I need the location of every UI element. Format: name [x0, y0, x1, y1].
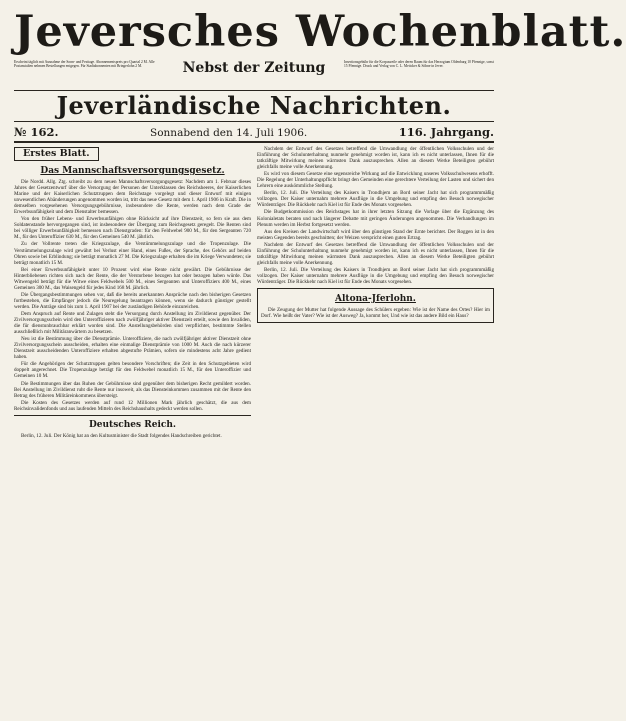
article-paragraph: Berlin, 12. Juli. Die Verteilung des Kaisers in Trondhjem an Bord seiner Jacht hat sich programmmäßig vollzogen. Der Kaiser unternahm mehrere Ausflüge in die Umgebung und empfing den Besuch norwegischer Würdenträger. Die Rückkehr nach Kiel ist für Ende des Monats vorgesehen. [257, 266, 494, 285]
section-label-first-sheet: Erstes Blatt. [14, 147, 99, 161]
article-paragraph: Die Übergangsbestimmungen sehen vor, daß die bereits anerkannten Ansprüche nach den bisherigen Gesetzen fortbestehen, die Empfänger jedoch die Neuregelung beantragen können, wenn sie dadurch günstiger gestellt werden. Die Anträge sind bis zum 1. April 1907 bei der zuständigen Behörde einzureichen. [14, 291, 251, 310]
article-paragraph: Die Kosten des Gesetzes werden auf rund 12 Millionen Mark jährlich geschätzt, die aus dem Reichsinvalidenfonds und aus laufenden Mitteln des Reichshaushalts gedeckt werden sollen. [14, 399, 251, 412]
issue-info-bar [14, 121, 494, 143]
column-divider [14, 415, 251, 416]
volume-number: 116. Jahrgang. [398, 125, 494, 139]
article-paragraph: Berlin, 12. Juli. Die Verteilung des Kaisers in Trondhjem an Bord seiner Jacht hat sich programmmäßig vollzogen. Der Kaiser unternahm mehrere Ausflüge in die Umgebung und empfing den Besuch norwegischer Würdenträger. Die Rückkehr nach Kiel ist für Ende des Monats vorgesehen. [257, 190, 494, 209]
article-paragraph: Von den früher Lebens- und Erwerbsunfähigen ohne Rücksicht auf ihre Dienstzeit, so fern sie aus dem Soldatenstande hervorgegangen sind, ist insbesondere der Übergang zum Reichsgesetz geregelt. Die Renten sind bei völliger Erwerbsunfähigkeit bemessen nach Dienstgraden: für den Feldwebel 900 M., für den Sergeanten 720 M., für den Unteroffizier 630 M., für den Gemeinen 540 M. jährlich. [14, 216, 251, 241]
issue-number: № 162. [14, 125, 59, 139]
column-right [257, 146, 494, 440]
notice-box [257, 288, 494, 323]
column-left [14, 146, 251, 440]
newspaper-masthead-title: Jeversches Wochenblatt. [14, 7, 626, 57]
masthead-subhead [14, 60, 494, 90]
newspaper-subtitle: Jeverländische Nachrichten. [14, 90, 494, 120]
article-paragraph: Es wird von diesem Gesetze eine segensreiche Wirkung auf die Entwicklung unseres Volksschulwesens erhofft. Die Regelung der Unterhaltungspflicht bringt den Gemeinden eine gerechtere Verteilung der Lasten und sichert den Lehrern eine auskömmliche Stellung. [257, 171, 494, 190]
article-heading: Das Mannschaftsversorgungsgesetz. [40, 166, 225, 176]
notice-paragraph: Die Zeugung der Mutter hat folgende Aussage des Schülers ergeben: Wie ist der Name des Ortes? Hier im Dorf. Wie heißt der Vater? Wie ist der Ausweg? Ja, kommt her, Und wie ist das andere Bild ein Haus? [261, 307, 490, 320]
article-paragraph: Nachdem der Entwurf des Gesetzes betreffend die Umwandlung der öffentlichen Volksschulen und der Einführung der Schulunterhaltung nunmehr genehmigt worden ist, kann ich es nicht unterlassen, Ihnen für die tatkräftige Mitwirkung meinen wärmsten Dank auszusprechen. Allen an diesem Werke Beteiligten gebührt gleichfalls meine volle Anerkennung. [257, 241, 494, 266]
article-paragraph: Die Nordd. Allg. Ztg. schreibt zu dem neuen Mannschaftsversorgungsgesetz: Nachdem am 1. Februar dieses Jahres der Gesetzentwurf über die Versorgung der Personen der Unterklassen des Reichsheeres, der Kaiserlichen Marine und der Kaiserlichen Schutztruppen dem Reichstage vorgelegt und dieser Entwurf mit einigen unwesentlichen Abänderungen angenommen worden ist, tritt das neue Gesetz mit dem 1. April 1906 in Kraft. Die in demselben vorgesehenen Versorgungsgebührnisse, insbesondere die Rente, werden nach dem Grade der Erwerbsunfähigkeit und dem Dienstalter bemessen. [14, 179, 251, 216]
article-paragraph: Die Budgetkommission des Reichstages hat in ihrer letzten Sitzung die Vorlage über die Ergänzung des Kolonialetats beraten und nach längerer Debatte mit geringen Änderungen angenommen. Die Verhandlungen im Plenum werden im Herbst fortgesetzt werden. [257, 209, 494, 228]
article-paragraph: Dem Anspruch auf Rente und Zulagen steht die Versorgung durch Anstellung im Zivildienst gegenüber. Der Zivilversorgungsschein wird den Unteroffizieren nach zwölfjähriger aktiver Dienstzeit erteilt, sowie den Invaliden, die für dienstunbrauchbar erklärt worden sind. Die Anstellungsbehörden sind verpflichtet, bestimmte Stellen ausschließlich mit Militäranwärtern zu besetzen. [14, 310, 251, 336]
article-paragraph: Bei einer Erwerbsunfähigkeit unter 10 Prozent wird eine Rente nicht gewährt. Die Gebührnisse der Hinterbliebenen richten sich nach der Rente, die der Verstorbene bezogen hat oder bezogen haben würde. Das Witwengeld beträgt für die Witwe eines Feldwebels 500 M., eines Sergeanten und Unteroffiziers 400 M., eines Gemeinen 300 M., das Waisengeld für jedes Kind 168 M. jährlich. [14, 266, 251, 291]
article-paragraph: Berlin, 12. Juli. Der König hat an den Kultusminister die Stadt folgendes Handschreiben gerichtet. [21, 432, 222, 439]
article-columns [14, 146, 494, 440]
article-paragraph: Die Bestimmungen über das Ruhen der Gebührnisse sind gegenüber dem bisherigen Recht gemildert worden. Bei Anstellung im Zivildienst ruht die Rente nur insoweit, als das Diensteinkommen zusammen mit der Rente den Betrag des früheren Militäreinkommens übersteigt. [14, 380, 251, 399]
subscription-info: Erscheint täglich mit Ausnahme der Sonn- und Festtage. Abonnementspreis pro Quartal 2 M. Alle Postanstalten nehmen Bestellungen entgegen. Für Stadtabonnenten mit Bringerlohn 2 M. [14, 60, 155, 69]
supplement-note: Nebst der Zeitung [182, 60, 326, 76]
notice-heading: Altona-Jferlohn. [335, 294, 416, 305]
article-paragraph: Nachdem der Entwurf des Gesetzes betreffend die Umwandlung der öffentlichen Volksschulen und der Einführung der Schulunterhaltung nunmehr genehmigt worden ist, kann ich es nicht unterlassen, Ihnen für die tatkräftige Mitwirkung meinen wärmsten Dank auszusprechen. Allen an diesem Werke Beteiligten gebührt gleichfalls meine volle Anerkennung. [257, 146, 494, 171]
article-paragraph: Neu ist die Bestimmung über die Dienstprämie. Unteroffiziere, die nach zwölfjähriger aktiver Dienstzeit ohne Zivilversorgungsschein ausscheiden, erhalten eine einmalige Dienstprämie von 1000 M. Auch die nach kürzerer Dienstzeit ausscheidenden Unteroffiziere erhalten abgestufte Prämien, sofern sie mindestens acht Jahre gedient haben. [14, 336, 251, 361]
section-heading-deutsches-reich: Deutsches Reich. [88, 419, 177, 430]
article-paragraph: Für die Angehörigen der Schutztruppen gelten besondere Vorschriften; die Zeit in den Schutzgebieten wird doppelt angerechnet. Die Tropenzulage beträgt für den Feldwebel monatlich 15 M., für den Unteroffizier und Gemeinen 10 M. [14, 361, 251, 380]
article-paragraph: Zu der Vollrente treten die Kriegszulage, die Verstümmelungszulage und die Tropenzulage. Die Verstümmelungszulage wird gewährt bei Verlust einer Hand, eines Fußes, der Sprache, des Gehörs auf beiden Ohren sowie bei Erblindung; sie beträgt monatlich 27 M. Die Kriegszulage erhalten die im Kriege Verwundeten; sie beträgt monatlich 15 M. [14, 241, 251, 266]
advertising-rates-info: Insertionsgebühr für die Korpuszeile oder deren Raum für das Herzogtum Oldenburg 10 Pfennige, sonst 15 Pfennige. Druck und Verlag von C. L. Mettcker & Söhne in Jever. [344, 60, 494, 69]
issue-date: Sonnabend den 14. Juli 1906. [150, 127, 308, 139]
article-paragraph: Aus den Kreisen der Landwirtschaft wird über den günstigen Stand der Ernte berichtet. Der Roggen ist in den meisten Gegenden bereits geschnitten; der Weizen verspricht einen guten Ertrag. [257, 228, 494, 241]
